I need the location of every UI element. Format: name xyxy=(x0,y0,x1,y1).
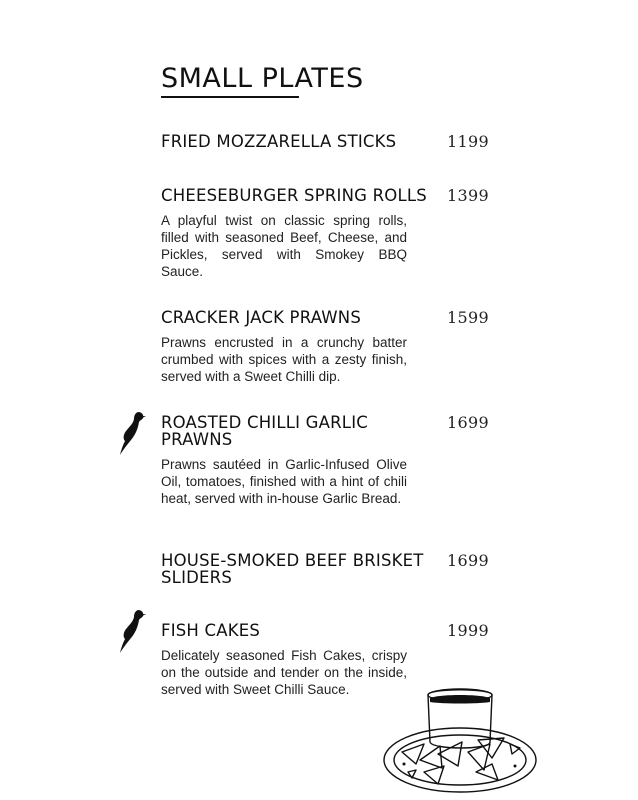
section-title: SMALL PLATES xyxy=(161,63,364,94)
item-name: FISH CAKES xyxy=(161,621,261,640)
item-price: 1999 xyxy=(447,621,489,640)
item-price: 1599 xyxy=(447,308,489,327)
item-price: 1199 xyxy=(447,132,489,151)
menu-item-cheeseburger-spring-rolls xyxy=(161,187,491,280)
menu-item-house-smoked-beef-brisket-sliders xyxy=(161,552,491,586)
item-price: 1699 xyxy=(447,551,489,570)
bird-icon xyxy=(116,410,146,456)
menu-item-cracker-jack-prawns xyxy=(161,309,491,385)
bird-icon xyxy=(116,608,146,654)
item-name: HOUSE-SMOKED BEEF BRISKET SLIDERS xyxy=(161,551,424,587)
item-name: FRIED MOZZARELLA STICKS xyxy=(161,132,397,151)
item-name: CRACKER JACK PRAWNS xyxy=(161,308,362,327)
menu-item-roasted-chilli-garlic-prawns xyxy=(161,414,491,507)
item-description: Prawns sautéed in Garlic-Infused Olive Oil, tomatoes, finished with a hint of chili heat, served with in-house Garlic Bread. xyxy=(161,457,407,506)
item-description: Delicately seasoned Fish Cakes, crispy on the outside and tender on the inside, served with Sweet Chilli Sauce. xyxy=(161,648,407,697)
item-price: 1399 xyxy=(447,186,489,205)
item-description: Prawns encrusted in a crunchy batter crumbed with spices with a zesty finish, served with a Sweet Chilli dip. xyxy=(161,335,407,384)
item-name: ROASTED CHILLI GARLIC PRAWNS xyxy=(161,413,368,449)
nachos-dip-icon xyxy=(380,680,540,800)
item-name: CHEESEBURGER SPRING ROLLS xyxy=(161,186,427,205)
menu-item-fried-mozzarella-sticks xyxy=(161,133,491,150)
item-description: A playful twist on classic spring rolls, filled with seasoned Beef, Cheese, and Pickles, served with Smokey BBQ Sauce. xyxy=(161,213,407,279)
item-price: 1699 xyxy=(447,413,489,432)
title-underline xyxy=(161,96,299,98)
